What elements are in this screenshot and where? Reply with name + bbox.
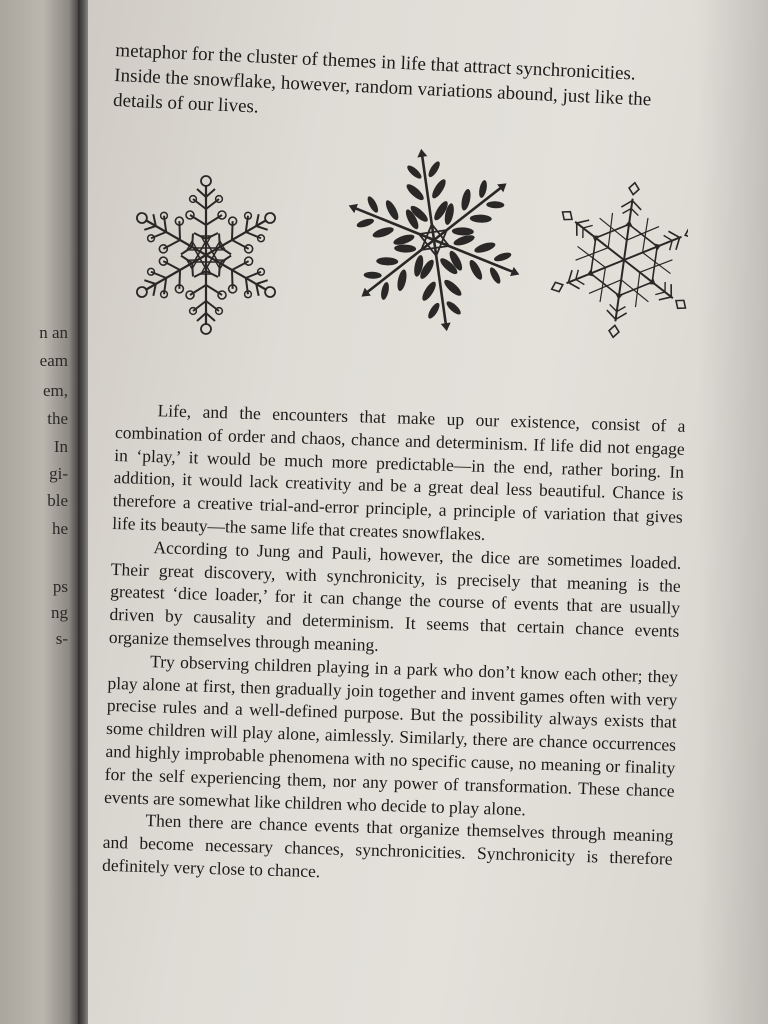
left-page-fragment: eam [39, 351, 68, 370]
geometric-snowflake-icon [531, 171, 688, 348]
left-page-fragment: In [53, 437, 68, 456]
top-text-block [113, 38, 686, 139]
left-page-fragment: n an [39, 323, 68, 342]
ornate-snowflake-icon [128, 176, 285, 334]
leaf-branch-snowflake-icon [331, 140, 536, 344]
body-paragraph: According to Jung and Pauli, however, the dice are sometimes loaded. Their great discovery, with synchronicity, is precisely that meaning is the greatest ‘dice loader,’ for it can change the course of events that are usually driven by causality and determinism. It seems that certain chance events organize themselves through meaning. [108, 536, 682, 655]
left-page-fragment: s- [55, 629, 68, 648]
top-paragraph: metaphor for the cluster of themes in life that attract synchronicities. Inside the snowflake, however, random variations abound, just like the details of our lives. [112, 39, 652, 118]
body-paragraph: Then there are chance events that organize themselves through meaning and become necessary chances, synchronicities. Synchronicity is therefore definitely very close to chance. [101, 810, 674, 882]
left-page-fragment: he [51, 519, 68, 538]
snowflake-illustrations [118, 140, 688, 350]
body-text-block [102, 398, 686, 893]
body-paragraph: Life, and the encounters that make up our existence, consist of a combination of order and chaos, chance and determinism. If life did not engage in ‘play,’ it would be much more predictable—in the end, rather boring. In addition, it would lack creativity and be a great deal less beautiful. Chance is therefore a creative trial-and-error principle, a principle of variation that gives life its beauty—the same life that creates snowflakes. [111, 400, 686, 544]
left-page-fragment: the [47, 409, 68, 428]
left-page-fragment: em, [42, 381, 68, 400]
left-page-fragment: gi- [49, 464, 68, 483]
left-page-fragment: ps [52, 577, 68, 596]
left-page-edge [0, 0, 78, 1024]
book-spine-shadow [78, 0, 88, 1024]
left-page-fragment: ble [47, 491, 68, 510]
left-page-fragment: ng [51, 603, 68, 622]
body-paragraph: Try observing children playing in a park who don’t know each other; they play alone at first, then gradually join together and invent games often with very precise rules and a well-defined purpose. But the possibility always exists that some children will play alone, aimlessly. Similarly, there are chance occurrences and highly improbable phenomena with no specific cause, no meaning or finality for the self experiencing them, nor any power of transformation. These chance events are somewhat like children who decide to play alone. [103, 650, 679, 819]
right-page [88, 0, 768, 1024]
